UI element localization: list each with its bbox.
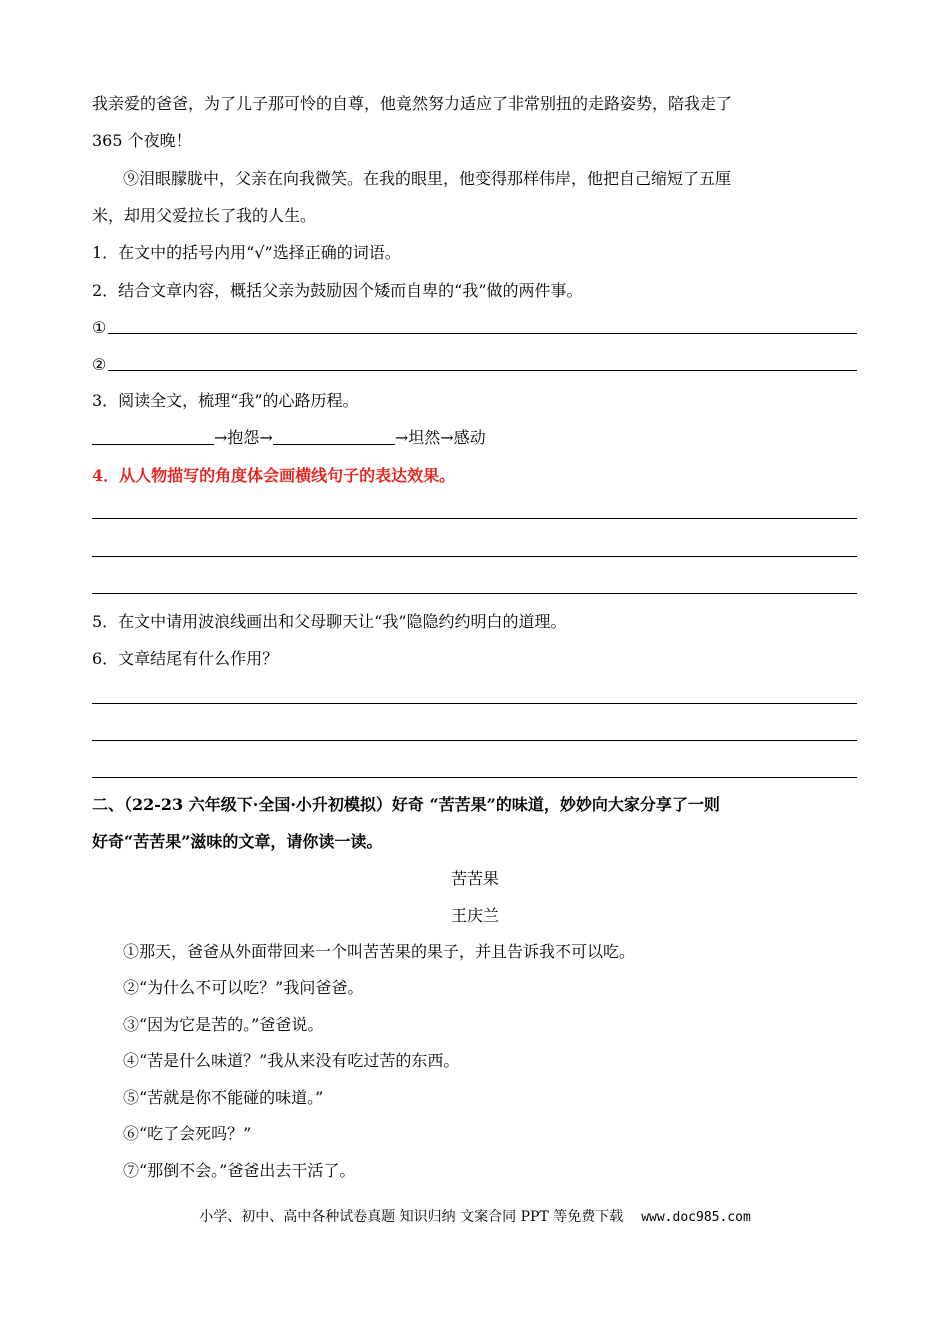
answer-line[interactable] <box>92 740 857 741</box>
answer-line[interactable] <box>92 518 857 519</box>
page-footer <box>0 1208 950 1227</box>
answer-line[interactable] <box>92 556 857 557</box>
article-paragraph: ⑦“那倒不会。”爸爸出去干活了。 <box>123 1161 356 1180</box>
flow-text-b: →坦然→感动 <box>394 428 486 447</box>
article-paragraph: ①那天，爸爸从外面带回来一个叫苦苦果的果子，并且告诉我不可以吃。 <box>123 942 636 961</box>
paragraph-9-line: ⑨泪眼朦胧中，父亲在向我微笑。在我的眼里，他变得那样伟岸，他把自己缩短了五厘 <box>123 169 732 188</box>
answer-blank-line[interactable] <box>108 370 857 371</box>
answer-blank-line[interactable] <box>108 333 857 334</box>
emotion-flow <box>92 428 486 448</box>
article-author: 王庆兰 <box>450 906 499 925</box>
passage-line: 我亲爱的爸爸，为了儿子那可怜的自尊，他竟然努力适应了非常别扭的走路姿势，陪我走了 <box>92 94 733 113</box>
footer-url[interactable]: www.doc985.com <box>641 1210 751 1225</box>
flow-blank-2[interactable] <box>273 428 395 445</box>
article-paragraph: ④“苦是什么味道？”我从来没有吃过苦的东西。 <box>123 1051 460 1070</box>
question-4: 4．从人物描写的角度体会画横线句子的表达效果。 <box>92 466 456 485</box>
question-5: 5．在文中请用波浪线画出和父母聊天让“我”隐隐约约明白的道理。 <box>92 612 567 631</box>
paragraph-9-line: 米，却用父爱拉长了我的人生。 <box>92 206 317 225</box>
article-paragraph: ⑤“苦就是你不能碰的味道。” <box>123 1088 324 1107</box>
answer-marker: ② <box>92 355 107 374</box>
answer-line[interactable] <box>92 777 857 778</box>
passage-line: 365 个夜晚！ <box>92 131 192 150</box>
flow-blank-1[interactable] <box>92 428 214 445</box>
section-2-heading: 二、（22-23 六年级下·全国·小升初模拟）好奇 “苦苦果”的味道，妙妙向大家分享了一则 <box>92 795 720 814</box>
question-1: 1．在文中的括号内用“√”选择正确的词语。 <box>92 243 401 262</box>
question-6: 6．文章结尾有什么作用？ <box>92 649 279 668</box>
answer-line[interactable] <box>92 703 857 704</box>
question-2: 2．结合文章内容，概括父亲为鼓励因个矮而自卑的“我”做的两件事。 <box>92 281 583 300</box>
article-paragraph: ⑥“吃了会死吗？” <box>123 1124 252 1143</box>
answer-line[interactable] <box>92 593 857 594</box>
flow-text-a: →抱怨→ <box>214 428 273 447</box>
question-3: 3．阅读全文，梳理“我”的心路历程。 <box>92 391 359 410</box>
section-2-heading: 好奇“苦苦果”滋味的文章，请你读一读。 <box>92 832 383 851</box>
answer-marker: ① <box>92 318 107 337</box>
article-paragraph: ③“因为它是苦的。”爸爸说。 <box>123 1015 324 1034</box>
article-paragraph: ②“为什么不可以吃？”我问爸爸。 <box>123 978 364 997</box>
footer-text: 小学、初中、高中各种试卷真题 知识归纳 文案合同 PPT 等免费下载 <box>199 1209 624 1225</box>
article-title: 苦苦果 <box>450 869 499 888</box>
